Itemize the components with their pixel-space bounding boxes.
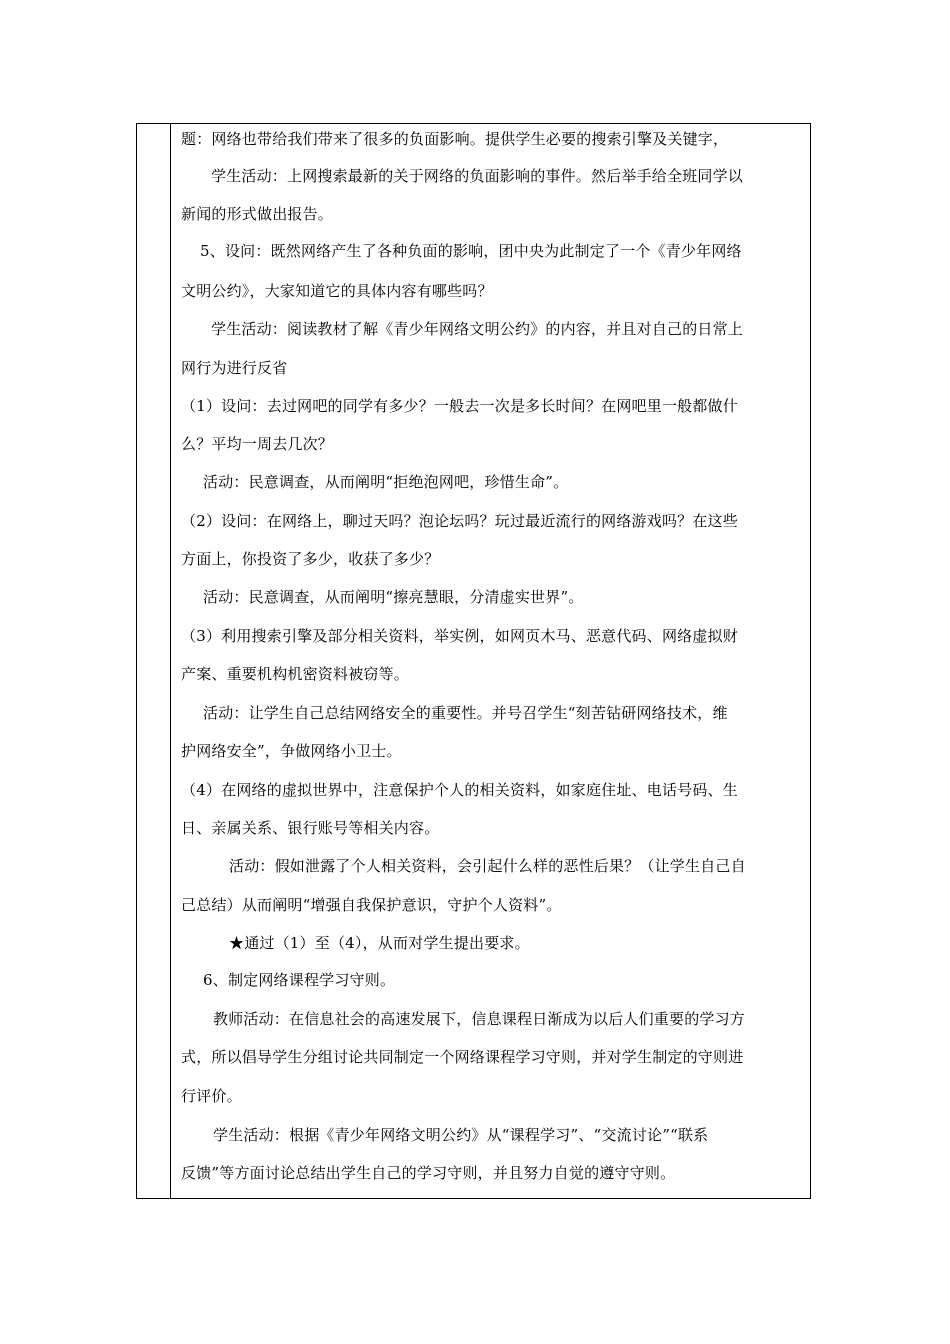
text-line: 行评价。 [181,1087,242,1105]
text-line: （3）利用搜索引擎及部分相关资料，举实例，如网页木马、恶意代码、网络虚拟财 [181,627,738,645]
text-line: 日、亲属关系、银行账号等相关内容。 [181,819,440,837]
text-line: （1）设问：去过网吧的同学有多少？一般去一次是多长时间？在网吧里一般都做什 [181,397,738,415]
text-line: 学生活动：根据《青少年网络文明公约》从“课程学习”、“交流讨论”“联系 [213,1126,709,1144]
text-line: 新闻的形式做出报告。 [181,205,334,223]
text-line: ★通过（1）至（4），从而对学生提出要求。 [229,934,530,952]
text-line: 己总结）从而阐明“增强自我保护意识，守护个人资料”。 [181,896,562,914]
text-line: 题：网络也带给我们带来了很多的负面影响。提供学生必要的搜索引擎及关键字， [181,130,729,148]
text-line: 活动：假如泄露了个人相关资料，会引起什么样的恶性后果？（让学生自己自 [229,857,746,875]
text-line: 教师活动：在信息社会的高速发展下，信息课程日渐成为以后人们重要的学习方 [213,1010,746,1028]
table-left-column [137,124,171,1198]
text-line: （2）设问：在网络上，聊过天吗？泡论坛吗？玩过最近流行的网络游戏吗？在这些 [181,512,738,530]
text-line: 方面上，你投资了多少，收获了多少？ [181,550,440,568]
text-line: 式，所以倡导学生分组讨论共同制定一个网络课程学习守则，并对学生制定的守则进 [181,1048,744,1066]
text-line: 么？平均一周去几次？ [181,435,334,453]
text-line: 网行为进行反省 [181,359,288,377]
text-line: 6、制定网络课程学习守则。 [203,971,396,989]
text-line: 活动：让学生自己总结网络安全的重要性。并号召学生“刻苦钻研网络技术，维 [203,704,728,722]
text-line: 反馈”等方面讨论总结出学生自己的学习守则，并且努力自觉的遵守守则。 [181,1164,676,1182]
text-line: 学生活动：上网搜索最新的关于网络的负面影响的事件。然后举手给全班同学以 [211,167,744,185]
text-line: 学生活动：阅读教材了解《青少年网络文明公约》的内容，并且对自己的日常上 [211,320,744,338]
text-line: 5、设问：既然网络产生了各种负面的影响，团中央为此制定了一个《青少年网络 [200,242,742,260]
text-line: 活动：民意调查，从而阐明“擦亮慧眼，分清虚实世界”。 [203,588,584,606]
text-line: 产案、重要机构机密资料被窃等。 [181,665,410,683]
text-line: 护网络安全”，争做网络小卫士。 [181,742,402,760]
text-line: 活动：民意调查，从而阐明“拒绝泡网吧，珍惜生命”。 [203,473,569,491]
text-line: （4）在网络的虚拟世界中，注意保护个人的相关资料，如家庭住址、电话号码、生 [181,781,738,799]
text-line: 文明公约》，大家知道它的具体内容有哪些吗？ [181,282,493,300]
